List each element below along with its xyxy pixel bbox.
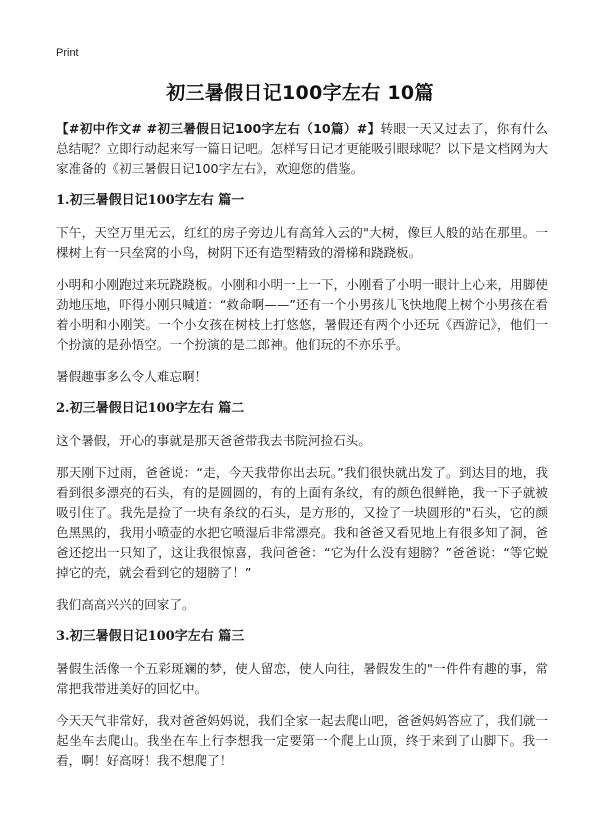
section-paragraph: 那天刚下过雨，爸爸说：“走，今天我带你出去玩。”我们很快就出发了。到达目的地，我看到很多漂亮的石头，有的是圆圆的，有的上面有条纹，有的颜色很鲜艳，我一下子就被吸引住了。我先是捡了一块有条纹的石头，是方形的，又捡了一块圆形的"石头，它的颜色黑黑的，我用小喷壶的水把它喷湿后非常漂亮。我和爸爸又看见地上有很多知了洞，爸爸还挖出一只知了，这让我很惊喜，我问爸爸：“它为什么没有翅膀？”爸爸说：“等它蜕掉它的壳，就会看到它的翅膀了！” — [56, 465, 548, 580]
page-title: 初三暑假日记100字左右 10篇 — [166, 82, 434, 104]
section-paragraph: 我们高高兴兴的回家了。 — [56, 597, 195, 612]
section-paragraph: 暑假生活像一个五彩斑斓的梦，使人留恋，使人向往，暑假发生的"一件件有趣的事，常常把我带进美好的回忆中。 — [56, 661, 548, 696]
section-paragraph: 这个暑假，开心的事就是那天爸爸带我去书院河捡石头。 — [56, 433, 371, 448]
intro-paragraph — [56, 119, 548, 179]
section-paragraph: 小明和小刚跑过来玩跷跷板。小刚和小明一上一下，小刚看了小明一眼计上心来，用脚使劲地压地，吓得小刚只喊道：“救命啊——”还有一个小男孩儿飞快地爬上树个小男孩在看着小明和小刚笑。一个小女孩在树枝上打悠悠，暑假还有两个小还玩《西游记》，他们一个扮演的是孙悟空。一个扮演的是二郎神。他们玩的不亦乐乎。 — [56, 277, 548, 352]
section-heading: 3.初三暑假日记100字左右 篇三 — [56, 629, 245, 644]
article-body — [56, 119, 548, 783]
intro-text: 转眼一天又过去了，你有什么总结呢？立即行动起来写一篇日记吧。怎样写日记才更能吸引眼球呢？以下是文档网为大家准备的《初三暑假日记100字左右》，欢迎您的借鉴。 — [56, 121, 548, 176]
section-heading: 2.初三暑假日记100字左右 篇二 — [56, 401, 245, 416]
section-paragraph: 下午，天空万里无云，红红的房子旁边儿有高耸入云的"大树，像巨人般的站在那里。一棵树上有一只垒窝的小鸟，树阴下还有造型精致的滑梯和跷跷板。 — [56, 225, 548, 260]
section-heading: 1.初三暑假日记100字左右 篇一 — [56, 193, 245, 208]
print-label[interactable]: Print — [56, 47, 79, 59]
section-paragraph: 今天天气非常好，我对爸爸妈妈说，我们全家一起去爬山吧，爸爸妈妈答应了，我们就一起坐车去爬山。我坐在车上行李想我一定要第一个爬上山顶，终于来到了山脚下。我一看，啊！好高呀！我不想爬了！ — [56, 713, 548, 768]
intro-tag: 【#初中作文# #初三暑假日记100字左右（10篇）#】 — [56, 121, 381, 136]
section-paragraph: 暑假趣事多么令人难忘啊！ — [56, 369, 208, 384]
